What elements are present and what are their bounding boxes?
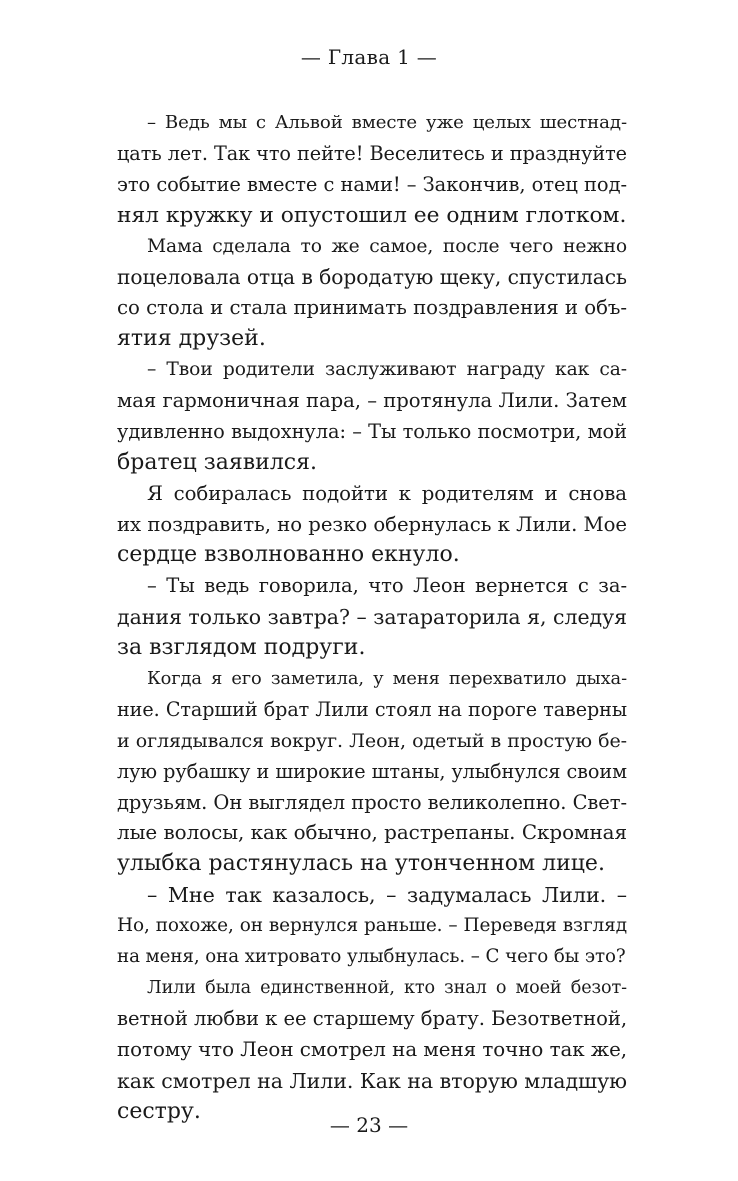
text-line: и оглядывался вокруг. Леон, одетый в простую бе- bbox=[117, 729, 627, 752]
text-line: потому что Леон смотрел на меня точно так же, bbox=[117, 1037, 627, 1061]
text-line: ние. Старший брат Лили стоял на пороге таверны bbox=[117, 697, 627, 721]
page-number: — 23 — bbox=[329, 1113, 409, 1137]
text-line: это событие вместе с нами! – Закончив, отец под- bbox=[117, 172, 627, 196]
text-line: – Ведь мы с Альвой вместе уже целых шестнад- bbox=[147, 112, 627, 133]
body-text bbox=[117, 108, 627, 1127]
paragraph bbox=[117, 664, 627, 880]
paragraph bbox=[117, 108, 627, 232]
text-line: удивленно выдохнула: – Ты только посмотри, мой bbox=[117, 419, 627, 443]
text-line: друзьям. Он выглядел просто великолепно. Свет- bbox=[117, 790, 627, 814]
running-head: — Глава 1 — bbox=[300, 45, 438, 69]
text-line: как смотрел на Лили. Как на вторую младшую bbox=[117, 1068, 627, 1093]
text-line: лые волосы, как обычно, растрепаны. Скромная bbox=[117, 821, 627, 845]
text-line: лую рубашку и широкие штаны, улыбнулся своим bbox=[117, 759, 627, 783]
text-line: Лили была единственной, кто знал о моей безот- bbox=[147, 977, 627, 998]
text-line: Я собиралась подойти к родителям и снова bbox=[147, 481, 627, 505]
text-line: поцеловала отца в бородатую щеку, спустилась bbox=[117, 265, 627, 290]
text-line: ятия друзей. bbox=[117, 326, 266, 352]
text-line: цать лет. Так что пейте! Веселитесь и празднуйте bbox=[117, 141, 627, 165]
text-line: сердце взволнованно екнуло. bbox=[117, 542, 460, 568]
text-line: братец заявился. bbox=[117, 449, 317, 475]
text-line: – Мне так казалось, – задумалась Лили. – bbox=[147, 883, 627, 908]
paragraph bbox=[117, 479, 627, 572]
text-line: со стола и стала принимать поздравления и объ- bbox=[117, 296, 627, 320]
text-line: – Твои родители заслуживают награду как са- bbox=[147, 359, 627, 381]
text-line: нял кружку и опустошил ее одним глотком. bbox=[117, 202, 627, 228]
paragraph bbox=[117, 880, 627, 973]
paragraph bbox=[117, 571, 627, 664]
paragraph bbox=[117, 355, 627, 479]
paragraph bbox=[117, 973, 627, 1127]
paragraph bbox=[117, 232, 627, 356]
text-line: Мама сделала то же самое, после чего нежно bbox=[147, 235, 627, 257]
text-line: их поздравить, но резко обернулась к Лили. Мое bbox=[117, 512, 627, 536]
text-line: на меня, она хитровато улыбнулась. – С чего бы это? bbox=[117, 946, 626, 968]
text-line: – Ты ведь говорила, что Леон вернется с за- bbox=[147, 574, 627, 598]
text-line: за взглядом подруги. bbox=[117, 635, 366, 661]
text-line: улыбка растянулась на утонченном лице. bbox=[117, 851, 605, 877]
text-line: мая гармоничная пара, – протянула Лили. Затем bbox=[117, 389, 627, 413]
text-line: дания только завтра? – затараторила я, следуя bbox=[117, 605, 627, 630]
text-line: сестру. bbox=[117, 1098, 201, 1124]
text-line: Когда я его заметила, у меня перехватило дыха- bbox=[147, 668, 627, 690]
text-line: ветной любви к ее старшему брату. Безответной, bbox=[117, 1006, 627, 1030]
text-line: Но, похоже, он вернулся раньше. – Переведя взгляд bbox=[117, 915, 627, 937]
